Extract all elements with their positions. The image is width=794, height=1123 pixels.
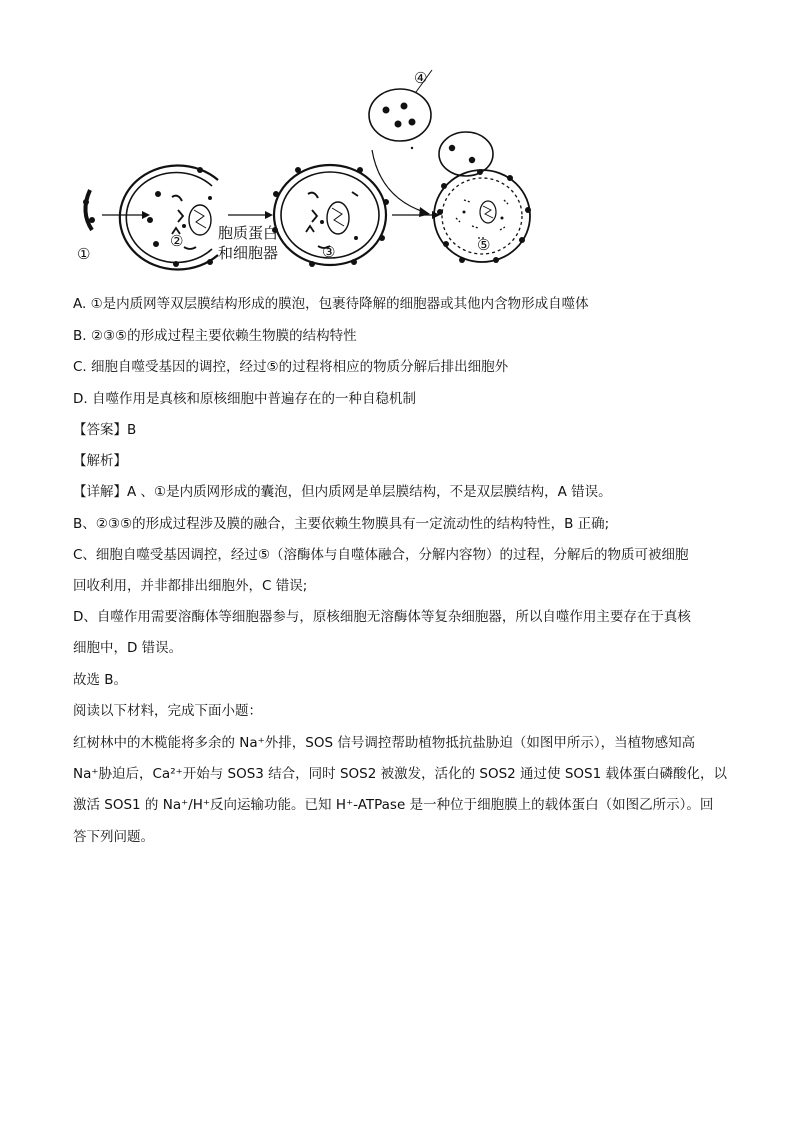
answer: 【答案】B xyxy=(73,422,137,438)
label-stage-5: ⑤ xyxy=(477,236,491,254)
option-b: B. ②③⑤的形成过程主要依赖生物膜的结构特性 xyxy=(73,328,357,344)
detail-a: 【详解】A 、①是内质网形成的囊泡，但内质网是单层膜结构，不是双层膜结构，A 错误。 xyxy=(73,484,612,500)
material-line2: Na⁺胁迫后，Ca²⁺开始与 SOS3 结合，同时 SOS2 被激发，活化的 SOS2 通过使 SOS1 载体蛋白磷酸化，以 xyxy=(73,766,727,782)
material-line4: 答下列问题。 xyxy=(73,829,154,845)
stage-1-membrane xyxy=(83,190,95,230)
stage-2-phagophore xyxy=(120,166,218,270)
material-line1: 红树林中的木榄能将多余的 Na⁺外排，SOS 信号调控帮助植物抵抗盐胁迫（如图甲所示），当植物感知高 xyxy=(73,735,696,751)
detail-d-line2: 细胞中，D 错误。 xyxy=(73,640,183,656)
label-stage-1: ① xyxy=(77,245,91,263)
analysis-heading: 【解析】 xyxy=(73,453,127,469)
label-stage-4: ④ xyxy=(414,69,428,87)
arrow-3 xyxy=(392,211,440,219)
detail-d-line1: D、自噬作用需要溶酶体等细胞器参与，原核细胞无溶酶体等复杂细胞器，所以自噬作用主要存在于真核 xyxy=(73,609,691,625)
arrow-label-line1: 胞质蛋白 xyxy=(218,224,279,242)
option-c: C. 细胞自噬受基因的调控，经过⑤的过程将相应的物质分解后排出细胞外 xyxy=(73,359,509,375)
option-a: A. ①是内质网等双层膜结构形成的膜泡，包裹待降解的细胞器或其他内含物形成自噬体 xyxy=(73,296,589,312)
arrow-label-line2: 和细胞器 xyxy=(218,244,279,262)
material-line3: 激活 SOS1 的 Na⁺/H⁺反向运输功能。已知 H⁺-ATPase 是一种位于细胞膜上的载体蛋白（如图乙所示）。回 xyxy=(73,797,714,813)
material-intro: 阅读以下材料，完成下面小题： xyxy=(73,703,262,719)
stage-4-lysosome xyxy=(369,70,432,217)
label-stage-2: ② xyxy=(170,232,184,250)
detail-b: B、②③⑤的形成过程涉及膜的融合，主要依赖生物膜具有一定流动性的结构特性，B 正确; xyxy=(73,516,610,532)
arrow-2 xyxy=(228,211,273,219)
conclusion: 故选 B。 xyxy=(73,672,128,688)
detail-c-line1: C、细胞自噬受基因调控，经过⑤（溶酶体与自噬体融合，分解内容物）的过程，分解后的物质可被细胞 xyxy=(73,547,689,563)
label-stage-3: ③ xyxy=(322,243,336,261)
option-d: D. 自噬作用是真核和原核细胞中普遍存在的一种自稳机制 xyxy=(73,391,416,407)
autophagy-diagram xyxy=(60,62,560,272)
detail-c-line2: 回收利用，并非都排出细胞外，C 错误; xyxy=(73,578,308,594)
